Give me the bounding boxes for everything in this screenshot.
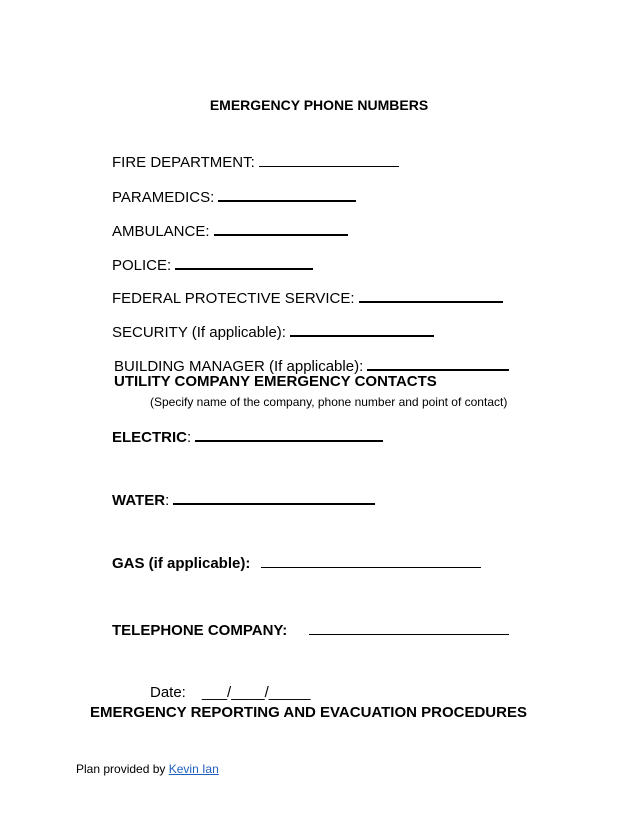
gas-blank[interactable]	[261, 553, 481, 568]
date-line	[150, 684, 310, 701]
building-manager-blank[interactable]	[367, 355, 509, 371]
water-colon: :	[165, 492, 170, 509]
police-line	[112, 254, 313, 274]
date-label: Date:	[150, 684, 186, 701]
paramedics-label: PARAMEDICS:	[112, 189, 215, 206]
telephone-company-label: TELEPHONE COMPANY:	[112, 622, 288, 639]
ambulance-label: AMBULANCE:	[112, 223, 210, 240]
telephone-company-blank[interactable]	[309, 620, 509, 635]
security-label: SECURITY (If applicable):	[112, 324, 286, 341]
electric-blank[interactable]	[195, 426, 383, 442]
page-title: EMERGENCY PHONE NUMBERS	[209, 97, 429, 113]
electric-colon: :	[187, 429, 192, 446]
gas-label: GAS (if applicable):	[112, 555, 251, 572]
fire-department-blank[interactable]	[259, 152, 399, 167]
building-manager-line	[114, 355, 509, 375]
federal-protective-service-blank[interactable]	[359, 287, 503, 303]
federal-protective-service-line	[112, 287, 503, 307]
ambulance-blank[interactable]	[214, 220, 348, 236]
water-label: WATER	[112, 492, 166, 509]
utility-heading: UTILITY COMPANY EMERGENCY CONTACTS	[114, 373, 437, 390]
fire-department-line	[112, 152, 399, 171]
police-label: POLICE:	[112, 257, 172, 274]
water-line	[112, 489, 375, 509]
paramedics-line	[112, 186, 356, 206]
building-manager-label: BUILDING MANAGER (If applicable):	[114, 358, 364, 375]
security-line	[112, 321, 434, 341]
author-link[interactable]: Kevin Ian	[168, 762, 219, 776]
electric-line	[112, 426, 383, 446]
footer	[76, 762, 219, 776]
footer-prefix: Plan provided by	[76, 762, 166, 776]
police-blank[interactable]	[175, 254, 313, 270]
gas-line	[112, 553, 481, 572]
electric-label: ELECTRIC	[112, 429, 187, 446]
paramedics-blank[interactable]	[218, 186, 356, 202]
date-value[interactable]: ___/____/_____	[202, 684, 311, 701]
telephone-company-line	[112, 620, 509, 639]
ambulance-line	[112, 220, 348, 240]
fire-department-label: FIRE DEPARTMENT:	[112, 154, 255, 171]
federal-protective-service-label: FEDERAL PROTECTIVE SERVICE:	[112, 290, 355, 307]
water-blank[interactable]	[173, 489, 375, 505]
utility-note: (Specify name of the company, phone number and point of contact)	[150, 395, 508, 409]
security-blank[interactable]	[290, 321, 434, 337]
section-heading: EMERGENCY REPORTING AND EVACUATION PROCEDURES	[90, 704, 527, 721]
